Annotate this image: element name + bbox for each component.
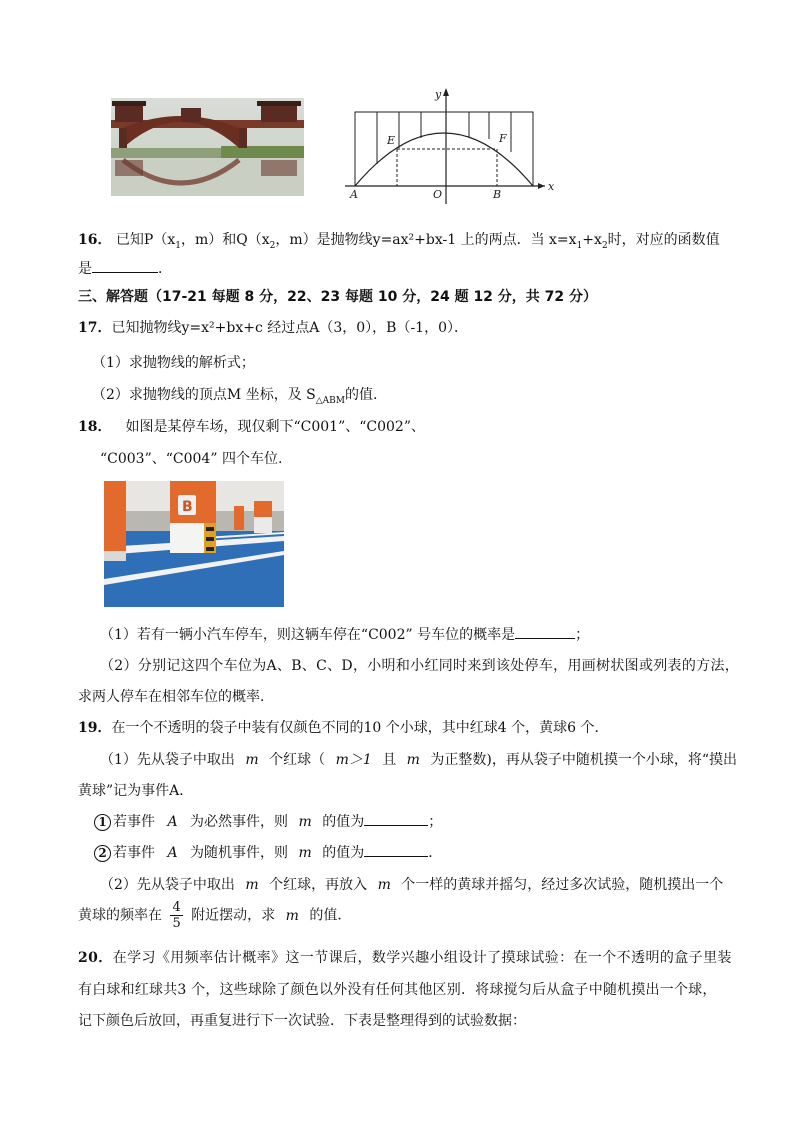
q19-condition: m＞1 — [335, 752, 372, 768]
q18-part1-a: （1）若有一辆小汽车停车，则这辆车停在“C002” 号车位的概率是 — [100, 627, 516, 643]
q17-part1: （1）求抛物线的解析式； — [92, 355, 255, 371]
q19-part1-d: 为正整数)，再从袋子中随机摸一个小球，将“摸出 — [430, 752, 738, 768]
q20-line1-text: 在学习《用频率估计概率》这一节课后，数学兴趣小组设计了摸球试验：在一个不透明的盒子里装 — [112, 950, 732, 966]
q19-sub1-end: ； — [428, 814, 443, 830]
q16-line2 — [78, 258, 172, 278]
q19-sub2-b: 为随机事件，则 — [190, 845, 289, 861]
q16-sub2: 2 — [269, 240, 276, 251]
axis-y-label: y — [435, 88, 442, 101]
q19-part1-b: 个红球（ — [269, 752, 326, 768]
q17-part2-b: 的值. — [344, 387, 378, 403]
q19-part1-line2: 黄球”记为事件A． — [78, 783, 194, 799]
q19-part2-line2-c: 的值． — [309, 907, 352, 924]
section3-heading: 三、解答题（17-21 每题 8 分，22、23 每题 10 分，24 题 12 分，共 72 分） — [78, 289, 598, 305]
q16-line1 — [78, 229, 720, 251]
q19-sub1-a: 若事件 — [113, 814, 155, 830]
circled-1-icon: 1 — [94, 814, 111, 831]
q18-number: 18． — [78, 419, 112, 435]
fraction-four-fifths — [170, 900, 182, 931]
axis-x-label: x — [548, 180, 555, 193]
q18-part1-b: ； — [575, 627, 590, 643]
parabola-graph — [345, 86, 560, 204]
q19-sub2-blank[interactable] — [364, 842, 428, 857]
q16-number: 16． — [78, 232, 112, 248]
q19-sub2 — [94, 842, 442, 862]
bridge-photo — [111, 98, 304, 196]
q18-line1 — [78, 416, 425, 436]
q19-part2-line1 — [100, 874, 723, 894]
q19-stem-text: 在一个不透明的袋子中装有仅颜色不同的10 个小球，其中红球4 个，黄球6 个． — [111, 720, 609, 736]
q20-line3: 记下颜色后放回，再重复进行下一次试验．下表是整理得到的试验数据： — [78, 1013, 526, 1029]
q19-part2-a: （2）先从袋子中取出 — [100, 877, 235, 893]
q19-part1-c: 且 — [382, 752, 397, 768]
q19-sub2-end: ． — [428, 845, 443, 861]
q19-part2-line2-b: 附近摆动，求 — [191, 907, 276, 924]
q17-part2-a: （2）求抛物线的顶点M 坐标，及 S — [92, 387, 316, 403]
q16-answer-blank[interactable] — [92, 258, 158, 273]
q19-sub1 — [94, 811, 442, 831]
q19-sub1-c: 的值为 — [322, 814, 365, 830]
q16-sub4: 2 — [601, 240, 608, 251]
q16-text-b: ，m）和Q（x — [181, 232, 270, 248]
point-e-label: E — [387, 134, 396, 147]
q19-var-m-2: m — [406, 752, 420, 768]
q20-line1 — [78, 947, 732, 967]
q20-number: 20． — [78, 950, 113, 966]
q17-stem-text: 已知抛物线y=x²+bx+c 经过点A（3，0），B（-1，0）． — [111, 320, 468, 336]
q19-part2-line2-a: 黄球的频率在 — [78, 907, 162, 924]
q16-text-a: 已知P（x — [115, 232, 176, 248]
q19-part1-a: （1）先从袋子中取出 — [100, 752, 235, 768]
q16-line2-prefix: 是 — [78, 261, 92, 277]
point-a-label: A — [350, 188, 358, 201]
point-b-label: B — [493, 188, 502, 201]
q16-sub1: 1 — [175, 240, 181, 251]
q17-part2 — [92, 384, 377, 406]
q18-answer-blank[interactable] — [515, 624, 575, 639]
q19-sub2-a: 若事件 — [113, 845, 155, 861]
q19-number: 19． — [78, 720, 112, 736]
q18-line2: “C003”、“C004” 四个车位. — [100, 451, 283, 467]
frac-numerator: 4 — [172, 900, 181, 915]
frac-denominator: 5 — [172, 916, 181, 931]
q19-var-m-1: m — [245, 752, 259, 768]
q19-var-a-1: A — [167, 814, 178, 830]
q19-var-m-6: m — [377, 877, 391, 893]
q17-part2-sub: △ABM — [315, 395, 345, 406]
q16-text-d: +x — [582, 232, 602, 248]
q16-sub3: 1 — [576, 240, 583, 251]
q19-stem — [78, 717, 608, 737]
q18-part2-line1: （2）分别记这四个车位为A、B、C、D，小明和小红同时来到该处停车，用画树状图或列表的方法， — [100, 658, 740, 674]
q19-sub1-blank[interactable] — [364, 811, 428, 826]
q19-var-m-5: m — [245, 877, 259, 893]
circled-2-icon: 2 — [94, 845, 111, 862]
q18-line1-text: 如图是某停车场，现仅剩下“C001”、“C002”、 — [125, 419, 425, 435]
parking-sign-letter: B — [182, 499, 193, 515]
q19-sub1-b: 为必然事件，则 — [190, 814, 289, 830]
q18-part1 — [100, 624, 589, 644]
q19-var-m-4: m — [298, 845, 312, 861]
q19-part2-line2 — [78, 900, 351, 931]
q16-line2-suffix: ． — [158, 261, 172, 277]
point-f-label: F — [499, 132, 507, 145]
q16-text-c: ，m）是抛物线y=ax²+bx-1 上的两点．当 x=x — [275, 232, 577, 248]
q19-part2-b: 个红球，再放入 — [269, 877, 368, 893]
q18-part2-line2: 求两人停车在相邻车位的概率． — [78, 689, 274, 705]
parking-photo — [104, 481, 284, 607]
q20-line2: 有白球和红球共3 个，这些球除了颜色以外没有任何其他区别．将球搅匀后从盒子中随机摸出一个球， — [78, 982, 717, 998]
q19-var-m-3: m — [298, 814, 312, 830]
q19-var-m-7: m — [285, 907, 299, 924]
q16-text-e: 时，对应的函数值 — [607, 232, 720, 248]
q17-number: 17． — [78, 320, 112, 336]
q19-sub2-c: 的值为 — [322, 845, 365, 861]
q19-part1-line1 — [100, 749, 737, 769]
q17-stem — [78, 317, 468, 337]
q19-var-a-2: A — [167, 845, 178, 861]
point-o-label: O — [433, 188, 443, 201]
q19-part2-c: 个一样的黄球并摇匀，经过多次试验，随机摸出一个 — [401, 877, 724, 893]
